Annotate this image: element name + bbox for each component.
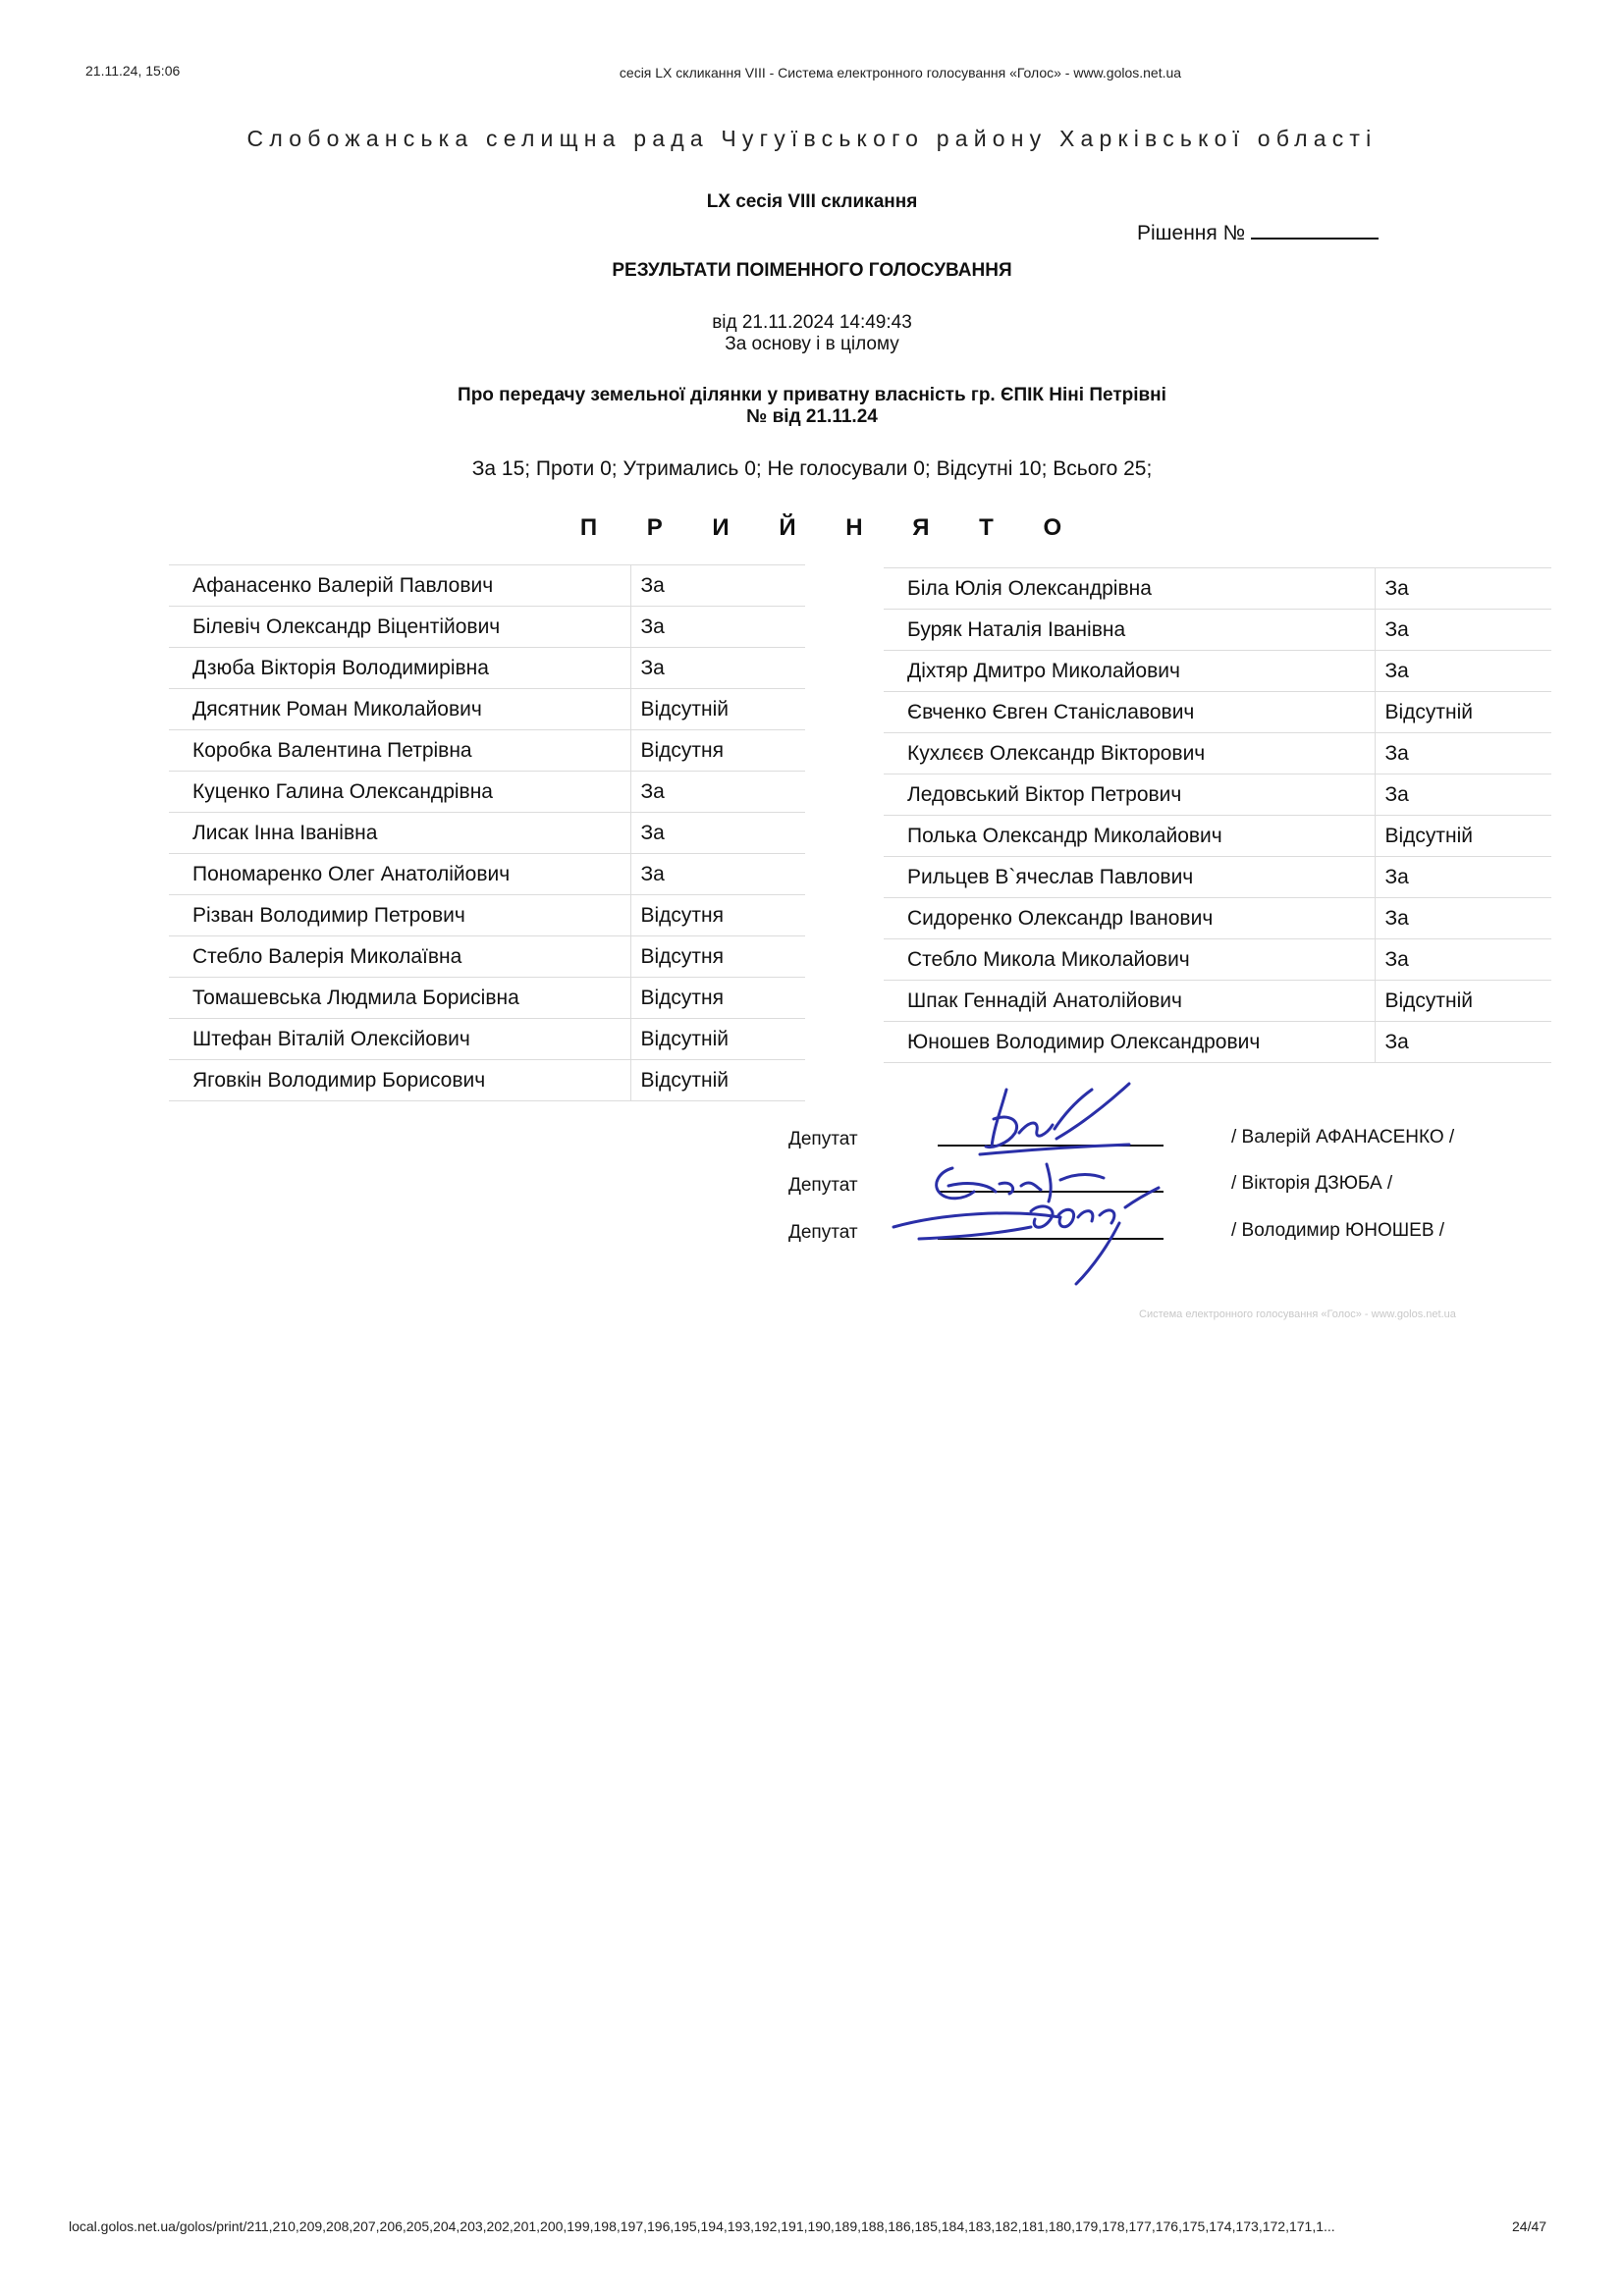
vote-value: За [630, 813, 805, 854]
deputy-name: Білевіч Олександр Віцентійович [169, 607, 630, 648]
table-row [169, 895, 805, 936]
table-row [884, 692, 1551, 733]
council-name: Слобожанська селищна рада Чугуївського району Харківської області [246, 126, 1378, 151]
vote-value: За [1375, 610, 1551, 651]
table-row [884, 857, 1551, 898]
vote-value: За [630, 854, 805, 895]
table-row [169, 813, 805, 854]
table-row [884, 568, 1551, 610]
table-row [169, 648, 805, 689]
vote-value: Відсутній [630, 689, 805, 730]
vote-value: Відсутній [1375, 692, 1551, 733]
vote-value: За [1375, 898, 1551, 939]
print-title: сесія LX скликання VIII - Система електронного голосування «Голос» - www.golos.net.ua [619, 65, 1182, 80]
deputy-name: Євченко Євген Станіславович [884, 692, 1375, 733]
signature-role-1: Депутат [788, 1129, 858, 1149]
vote-value: Відсутній [1375, 981, 1551, 1022]
session-title: LX сесія VIII скликання [706, 191, 918, 212]
decision-label: Рішення № [1137, 222, 1246, 244]
vote-value: За [630, 772, 805, 813]
vote-value: Відсутня [630, 895, 805, 936]
vote-value: За [1375, 651, 1551, 692]
subject-line-1: Про передачу земельної ділянки у приватну власність гр. ЄПІК Ніні Петрівні [458, 385, 1166, 405]
deputy-name: Біла Юлія Олександрівна [884, 568, 1375, 610]
deputy-name: Шпак Геннадій Анатолійович [884, 981, 1375, 1022]
signature-role-3: Депутат [788, 1222, 858, 1243]
vote-value: Відсутня [630, 730, 805, 772]
results-title: РЕЗУЛЬТАТИ ПОІМЕННОГО ГОЛОСУВАННЯ [612, 260, 1012, 281]
vote-type: За основу і в цілому [725, 334, 899, 354]
table-row [169, 565, 805, 607]
table-row [884, 898, 1551, 939]
vote-value: Відсутній [630, 1019, 805, 1060]
table-row [169, 689, 805, 730]
signature-name-2: / Вікторія ДЗЮБА / [1231, 1173, 1393, 1194]
subject-block [0, 385, 1624, 428]
table-row [169, 772, 805, 813]
deputy-name: Стебло Микола Миколайович [884, 939, 1375, 981]
deputy-name: Сидоренко Олександр Іванович [884, 898, 1375, 939]
deputy-name: Різван Володимир Петрович [169, 895, 630, 936]
table-row [884, 774, 1551, 816]
vote-value: Відсутня [630, 978, 805, 1019]
deputy-name: Ледовський Віктор Петрович [884, 774, 1375, 816]
table-row [169, 854, 805, 895]
handwritten-signatures [884, 1070, 1178, 1296]
subject-line-2: № від 21.11.24 [746, 406, 878, 427]
deputy-name: Дзюба Вікторія Володимирівна [169, 648, 630, 689]
deputy-name: Яговкін Володимир Борисович [169, 1060, 630, 1101]
deputy-name: Томашевська Людмила Борисівна [169, 978, 630, 1019]
deputy-name: Кухлєєв Олександр Вікторович [884, 733, 1375, 774]
signature-name-1: / Валерій АФАНАСЕНКО / [1231, 1127, 1455, 1148]
footer-page-number: 24/47 [1512, 2218, 1547, 2234]
left-vote-table [169, 564, 805, 1101]
table-row [169, 607, 805, 648]
decision-status: П Р И Й Н Я Т О [579, 514, 1084, 541]
table-row [884, 610, 1551, 651]
vote-value: Відсутня [630, 936, 805, 978]
deputy-name: Полька Олександр Миколайович [884, 816, 1375, 857]
table-row [169, 1019, 805, 1060]
table-row [169, 730, 805, 772]
vote-value: За [1375, 939, 1551, 981]
vote-value: За [1375, 774, 1551, 816]
deputy-name: Діхтяр Дмитро Миколайович [884, 651, 1375, 692]
deputy-name: Штефан Віталій Олексійович [169, 1019, 630, 1060]
vote-datetime-block [0, 312, 1624, 355]
vote-value: За [630, 607, 805, 648]
vote-value: Відсутній [1375, 816, 1551, 857]
deputy-name: Буряк Наталія Іванівна [884, 610, 1375, 651]
deputy-name: Пономаренко Олег Анатолійович [169, 854, 630, 895]
deputy-name: Стебло Валерія Миколаївна [169, 936, 630, 978]
deputy-name: Лисак Інна Іванівна [169, 813, 630, 854]
deputy-name: Дясятник Роман Миколайович [169, 689, 630, 730]
decision-blank-line [1251, 222, 1379, 240]
vote-value: За [630, 648, 805, 689]
decision-number [1137, 222, 1379, 245]
signature-name-3: / Володимир ЮНОШЕВ / [1231, 1220, 1445, 1241]
table-row [884, 651, 1551, 692]
vote-value: Відсутній [630, 1060, 805, 1101]
vote-summary: За 15; Проти 0; Утримались 0; Не голосували 0; Відсутні 10; Всього 25; [471, 457, 1153, 480]
vote-value: За [1375, 733, 1551, 774]
table-row [884, 939, 1551, 981]
table-row [884, 981, 1551, 1022]
watermark-footer: Система електронного голосування «Голос» - www.golos.net.ua [1139, 1308, 1456, 1320]
table-row [884, 1022, 1551, 1063]
table-row [169, 978, 805, 1019]
table-row [169, 936, 805, 978]
footer-url: local.golos.net.ua/golos/print/211,210,209,208,207,206,205,204,203,202,201,200,199,198,197,196,195,194,193,192,191,190,189,188,186,185,184,183,182,181,180,179,178,177,176,175,174,173,172,171,1... [69, 2218, 1335, 2234]
vote-value: За [1375, 568, 1551, 610]
vote-value: За [1375, 1022, 1551, 1063]
table-row [884, 733, 1551, 774]
deputy-name: Рильцев В`ячеслав Павлович [884, 857, 1375, 898]
vote-value: За [630, 565, 805, 607]
deputy-name: Афанасенко Валерій Павлович [169, 565, 630, 607]
deputy-name: Юношев Володимир Олександрович [884, 1022, 1375, 1063]
vote-datetime: від 21.11.2024 14:49:43 [712, 312, 912, 333]
deputy-name: Коробка Валентина Петрівна [169, 730, 630, 772]
vote-value: За [1375, 857, 1551, 898]
signature-role-2: Депутат [788, 1175, 858, 1196]
deputy-name: Куценко Галина Олександрівна [169, 772, 630, 813]
table-row [884, 816, 1551, 857]
table-row [169, 1060, 805, 1101]
right-vote-table [884, 567, 1551, 1063]
print-datetime: 21.11.24, 15:06 [85, 63, 181, 79]
